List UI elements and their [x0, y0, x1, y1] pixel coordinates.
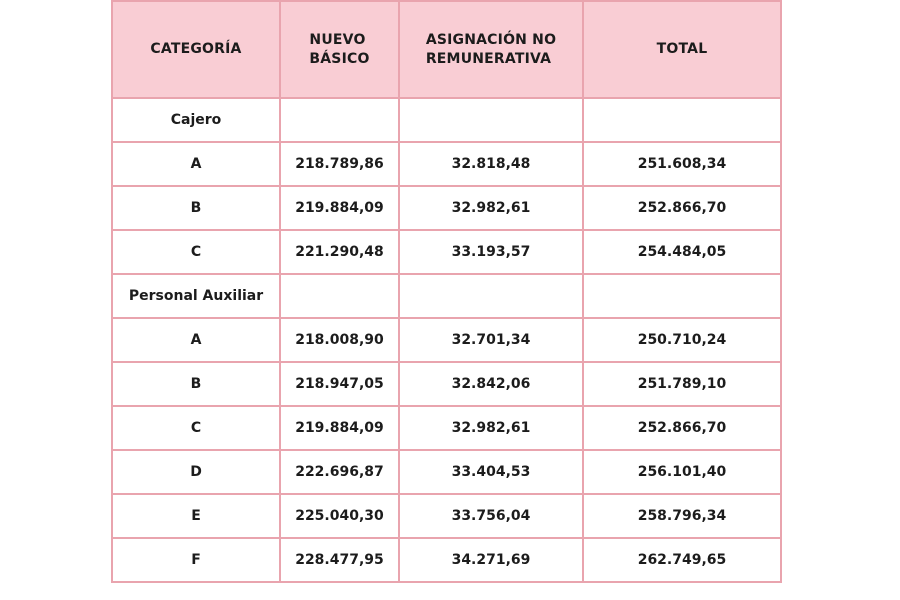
table-cell: 256.101,40	[583, 450, 781, 494]
table-cell: 218.947,05	[280, 362, 399, 406]
table-cell: 254.484,05	[583, 230, 781, 274]
header-asignacion-no-remunerativa	[399, 1, 583, 98]
table-cell: 34.271,69	[399, 538, 583, 582]
table-cell: B	[112, 362, 280, 406]
table-row	[112, 362, 781, 406]
table-cell: 252.866,70	[583, 186, 781, 230]
table-cell: 225.040,30	[280, 494, 399, 538]
table-cell: 250.710,24	[583, 318, 781, 362]
header-total	[583, 1, 781, 98]
header-categoria-line-1: CATEGORÍA	[150, 41, 242, 57]
table-cell: 32.842,06	[399, 362, 583, 406]
table-cell: 218.008,90	[280, 318, 399, 362]
table-cell: 219.884,09	[280, 186, 399, 230]
table-cell: 218.789,86	[280, 142, 399, 186]
header-asignacion-line-1: ASIGNACIÓN NO	[425, 31, 557, 48]
group-row-personal-auxiliar	[112, 274, 781, 318]
table-cell: 32.818,48	[399, 142, 583, 186]
table-cell: 251.608,34	[583, 142, 781, 186]
table-cell	[583, 274, 781, 318]
header-nuevo-basico	[280, 1, 399, 98]
table-row	[112, 538, 781, 582]
header-asignacion-line-2: REMUNERATIVA	[425, 50, 552, 67]
table-cell: 222.696,87	[280, 450, 399, 494]
table-cell: 32.701,34	[399, 318, 583, 362]
header-nuevo-basico-line-1: NUEVO	[309, 31, 366, 48]
table-cell: Cajero	[112, 98, 280, 142]
table-cell: E	[112, 494, 280, 538]
table-cell: 221.290,48	[280, 230, 399, 274]
group-row-cajero	[112, 98, 781, 142]
table-cell	[280, 274, 399, 318]
table-row	[112, 406, 781, 450]
header-total-line-1: TOTAL	[656, 41, 708, 57]
table-cell	[280, 98, 399, 142]
table-cell: 262.749,65	[583, 538, 781, 582]
table-cell: 33.756,04	[399, 494, 583, 538]
table-cell: 33.404,53	[399, 450, 583, 494]
table-row	[112, 318, 781, 362]
table-cell: C	[112, 406, 280, 450]
table-cell: 258.796,34	[583, 494, 781, 538]
table-cell: 32.982,61	[399, 406, 583, 450]
table-cell: C	[112, 230, 280, 274]
table-cell: F	[112, 538, 280, 582]
table-cell: A	[112, 318, 280, 362]
table-cell	[399, 98, 583, 142]
table-row	[112, 230, 781, 274]
table-cell: Personal Auxiliar	[112, 274, 280, 318]
table-cell: D	[112, 450, 280, 494]
table-row	[112, 186, 781, 230]
salary-table	[111, 0, 782, 583]
table-cell: 228.477,95	[280, 538, 399, 582]
table-row	[112, 450, 781, 494]
table-cell: 252.866,70	[583, 406, 781, 450]
table-row	[112, 494, 781, 538]
table-cell: 33.193,57	[399, 230, 583, 274]
table-cell: B	[112, 186, 280, 230]
header-categoria	[112, 1, 280, 98]
table-cell	[583, 98, 781, 142]
header-row	[112, 1, 781, 98]
table-row	[112, 142, 781, 186]
table-cell: 219.884,09	[280, 406, 399, 450]
table-cell: 251.789,10	[583, 362, 781, 406]
table-cell: 32.982,61	[399, 186, 583, 230]
table-cell: A	[112, 142, 280, 186]
table-cell	[399, 274, 583, 318]
header-nuevo-basico-line-2: BÁSICO	[309, 50, 370, 67]
